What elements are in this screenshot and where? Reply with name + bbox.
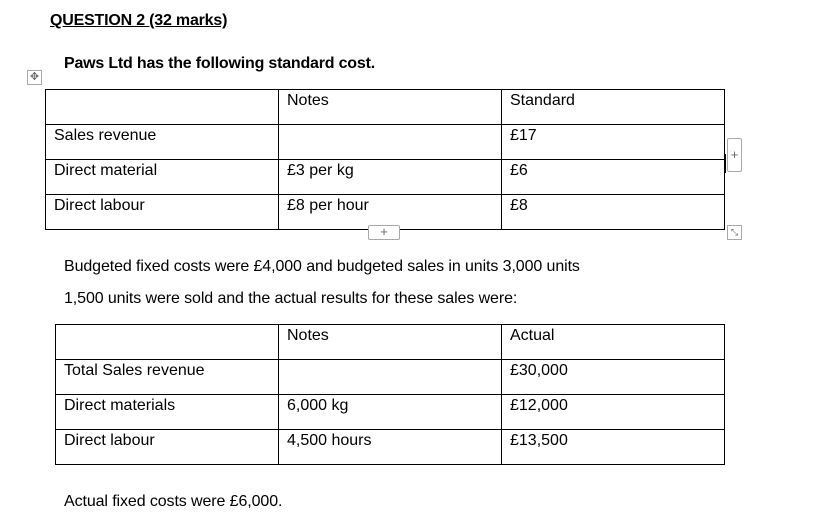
add-row-button[interactable]: + [368, 225, 400, 240]
table-cell[interactable]: £13,500 [502, 430, 725, 465]
header-cell[interactable] [46, 90, 279, 125]
table-cell[interactable] [279, 125, 502, 160]
move-icon: ✥ [29, 71, 40, 83]
table-row [46, 160, 725, 195]
table-row [56, 395, 725, 430]
table-row [56, 430, 725, 465]
table-cell[interactable]: £12,000 [502, 395, 725, 430]
table-cell[interactable]: £8 per hour [279, 195, 502, 230]
table-resize-handle[interactable] [727, 225, 742, 240]
standard-cost-table [45, 89, 725, 230]
table-cell[interactable]: £6 [502, 160, 725, 195]
table-cell[interactable] [279, 360, 502, 395]
table-move-handle[interactable] [27, 70, 42, 85]
resize-icon: ⤡ [730, 227, 739, 237]
table-header-row [56, 325, 725, 360]
header-cell-actual[interactable]: Actual [502, 325, 725, 360]
table-cell[interactable]: Direct labour [56, 430, 279, 465]
table-cell[interactable]: Sales revenue [46, 125, 279, 160]
budget-text: Budgeted fixed costs were £4,000 and budgeted sales in units 3,000 units [64, 258, 580, 275]
table-cell[interactable]: Total Sales revenue [56, 360, 279, 395]
table-cell[interactable]: Direct materials [56, 395, 279, 430]
question-heading: QUESTION 2 (32 marks) [50, 12, 228, 29]
table-cell[interactable]: 6,000 kg [279, 395, 502, 430]
table-cell[interactable]: Direct material [46, 160, 279, 195]
header-cell-notes[interactable]: Notes [279, 90, 502, 125]
table-cell[interactable]: Direct labour [46, 195, 279, 230]
table-cell[interactable]: £8 [502, 195, 725, 230]
table-row [56, 360, 725, 395]
header-cell-notes[interactable]: Notes [279, 325, 502, 360]
table-cell[interactable]: £17 [502, 125, 725, 160]
header-cell-standard[interactable]: Standard [502, 90, 725, 125]
table-cell[interactable]: 4,500 hours [279, 430, 502, 465]
actual-results-table [55, 324, 725, 465]
actual-intro-text: 1,500 units were sold and the actual results for these sales were: [64, 290, 518, 307]
header-cell[interactable] [56, 325, 279, 360]
text-cursor [725, 154, 726, 173]
intro-text: Paws Ltd has the following standard cost. [64, 55, 375, 72]
table-header-row [46, 90, 725, 125]
table-cell[interactable]: £3 per kg [279, 160, 502, 195]
add-column-button[interactable]: + [727, 138, 742, 172]
table-row [46, 125, 725, 160]
table-cell[interactable]: £30,000 [502, 360, 725, 395]
fixed-costs-text: Actual fixed costs were £6,000. [64, 493, 283, 510]
